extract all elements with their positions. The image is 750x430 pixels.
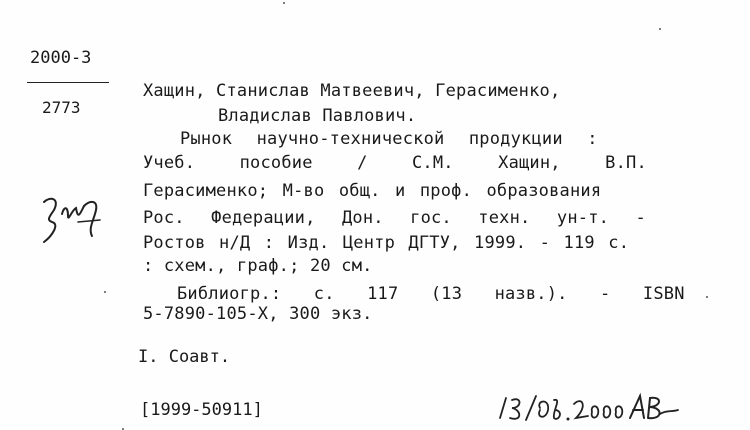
scan-speck [104,291,106,293]
entry-line-2: Владислав Павлович. [218,106,417,126]
handwritten-date-signature [492,388,682,428]
entry-line-10: 5-7890-105-Х, 300 экз. [143,304,373,324]
call-number-top: 2000-3 [30,48,92,68]
entry-line-7: Ростов н/Д : Изд. Центр ДГТУ, 1999. - 119 с. [143,233,630,253]
handwritten-initials-signature [38,192,108,248]
entry-line-3: Рынок научно-технической продукции : [180,129,598,149]
call-number-divider [27,82,109,83]
scan-speck [283,2,285,4]
entry-line-9: Библиогр.: с. 117 (13 назв.). - ISBN [177,284,685,304]
entry-line-5: Герасименко; М-во общ. и проф. образования [143,181,602,201]
entry-line-4: Учеб. пособие / С.М. Хащин, В.П. [143,153,647,173]
call-number-bottom: 2773 [42,98,81,117]
entry-line-8: : схем., граф.; 20 см. [143,256,373,276]
scan-speck [659,28,661,30]
scan-speck [706,296,708,298]
added-entry: I. Соавт. [138,347,231,367]
entry-line-1: Хащин, Станислав Матвеевич, Герасименко, [143,81,561,101]
entry-line-6: Рос. Федерации, Дон. гос. техн. ун-т. - [143,208,646,228]
registration-number: [1999-50911] [140,400,263,420]
